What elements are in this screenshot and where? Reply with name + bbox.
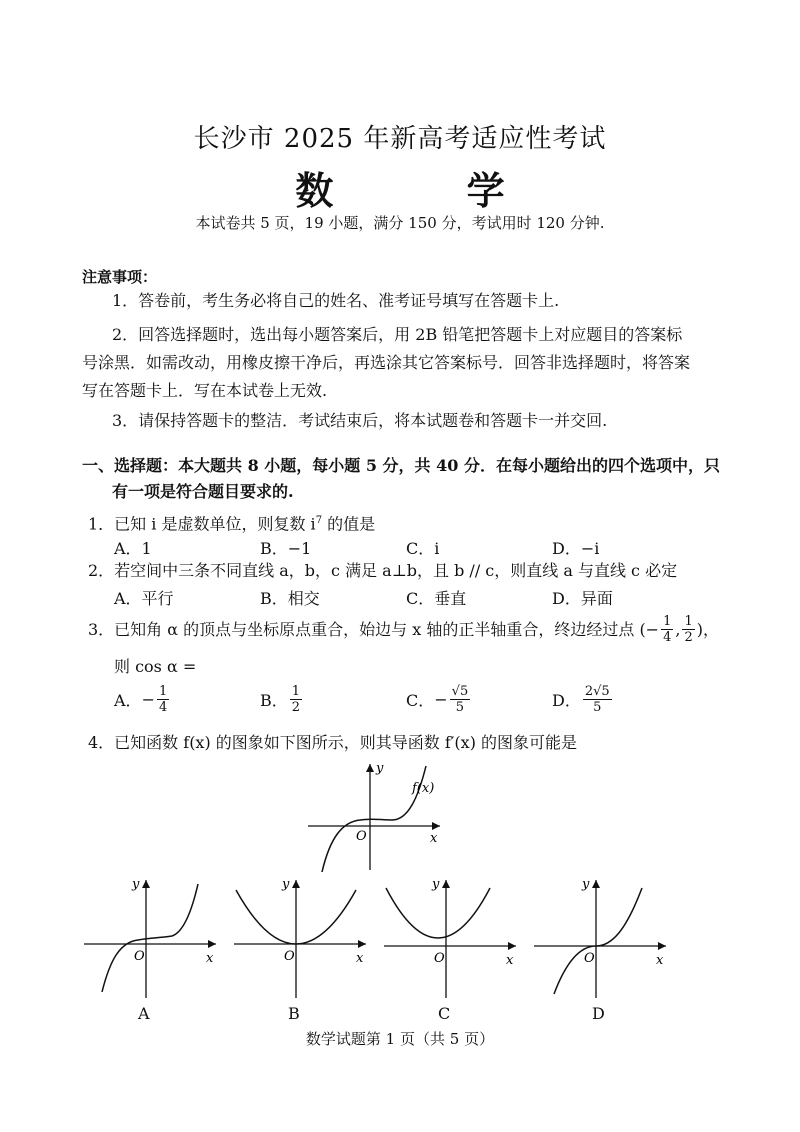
origin-label: O: [134, 949, 145, 964]
option-graph-d[interactable]: [530, 874, 670, 1004]
q2-option-c[interactable]: C．垂直: [406, 589, 467, 608]
q1-exponent: 7: [315, 515, 323, 526]
y-label: y: [582, 877, 590, 892]
option-graph-b[interactable]: [230, 874, 370, 1004]
question-3: 3．已知角 α 的顶点与坐标原点重合，始边与 x 轴的正半轴重合，终边经过点 (− $\frac{1}{4}$ , $\frac{1}{2}$ )，: [88, 614, 719, 645]
q1-option-a[interactable]: A．1: [114, 539, 152, 558]
y-label: y: [432, 877, 440, 892]
q1-option-c[interactable]: C．i: [406, 539, 440, 558]
x-label: x: [430, 831, 438, 846]
graph-c-curve: [386, 888, 490, 938]
notice-item-2-cont: 号涂黑．如需改动，用橡皮擦干净后，再选涂其它答案标号．回答非选择题时，将答案: [82, 353, 691, 372]
q1-option-d[interactable]: D．−i: [552, 539, 600, 558]
exam-info: 本试卷共 5 页，19 小题，满分 150 分，考试用时 120 分钟.: [195, 214, 605, 232]
question-1: [88, 510, 375, 535]
y-axis-arrow: [292, 880, 300, 888]
exam-title: 长沙市 2025 年新高考适应性考试: [193, 124, 607, 154]
subject-title: 数 学: [295, 168, 565, 213]
notice-item-2-end: 写在答题卡上．写在本试卷上无效.: [82, 381, 328, 400]
notice-item-1: 1．答卷前，考生务必将自己的姓名、准考证号填写在答题卡上.: [112, 291, 560, 310]
x-axis-arrow: [208, 940, 216, 948]
q3-option-a[interactable]: A． − $\frac{1}{4}$: [114, 684, 168, 715]
q2-option-a[interactable]: A．平行: [114, 589, 174, 608]
y-axis-arrow: [442, 880, 450, 888]
option-graph-a[interactable]: [80, 874, 220, 1004]
y-label: y: [376, 761, 384, 776]
notice-item-2: 2．回答选择题时，选出每小题答案后，用 2B 铅笔把答题卡上对应题目的答案标: [112, 325, 683, 344]
x-axis-arrow: [658, 942, 666, 950]
q1-text-a: 1．已知 i 是虚数单位，则复数 i: [88, 514, 316, 534]
x-label: x: [656, 953, 664, 968]
notice-item-3: 3．请保持答题卡的整洁．考试结束后，将本试题卷和答题卡一并交回.: [112, 411, 608, 430]
graph-label-d[interactable]: D: [592, 1004, 605, 1023]
origin-label: O: [434, 951, 445, 966]
y-label: y: [282, 877, 290, 892]
x-label: x: [206, 951, 214, 966]
graph-label-b[interactable]: B: [288, 1004, 300, 1023]
graph-label-c[interactable]: C: [438, 1004, 451, 1023]
q3-line2: 则 cos α =: [114, 657, 197, 676]
q3-text: 3．已知角 α 的顶点与坐标原点重合，始边与 x 轴的正半轴重合，终边经过点 (−: [88, 619, 660, 639]
graph-a-curve: [102, 884, 198, 992]
origin-label: O: [584, 951, 595, 966]
q1-text-b: 的值是: [322, 514, 376, 534]
main-function-graph: [300, 758, 450, 876]
graph-label-a[interactable]: A: [138, 1004, 150, 1023]
x-axis-arrow: [432, 822, 440, 830]
q3-option-d[interactable]: D． $\frac{2√5}{5}$: [552, 684, 610, 715]
q3-option-c[interactable]: C． − $\frac{√5}{5}$: [406, 684, 469, 715]
y-axis-arrow: [366, 764, 374, 772]
q2-option-b[interactable]: B．相交: [260, 589, 320, 608]
origin-label: O: [284, 949, 295, 964]
y-axis-arrow: [142, 880, 150, 888]
x-axis-arrow: [508, 942, 516, 950]
question-2: 2．若空间中三条不同直线 a，b，c 满足 a⊥b，且 b // c，则直线 a 与直线 c 必定: [88, 561, 678, 580]
x-label: x: [356, 951, 364, 966]
curve-label: f(x): [412, 781, 435, 796]
q3-text-end: )，: [696, 619, 719, 639]
section-heading-cont: 有一项是符合题目要求的.: [112, 482, 294, 501]
origin-label: O: [356, 829, 367, 844]
q3-point-frac-2: $\frac{1}{2}$: [684, 614, 693, 645]
page-footer: 数学试题第 1 页（共 5 页）: [305, 1030, 495, 1048]
q2-option-d[interactable]: D．异面: [552, 589, 613, 608]
q3-point-frac-1: $\frac{1}{4}$: [663, 614, 672, 645]
q3-option-b[interactable]: B． $\frac{1}{2}$: [260, 684, 301, 715]
notice-heading: 注意事项：: [82, 268, 158, 286]
x-axis-arrow: [358, 940, 366, 948]
option-graph-c[interactable]: [380, 874, 520, 1004]
graph-d-curve: [554, 888, 642, 994]
q1-option-b[interactable]: B．−1: [260, 539, 312, 558]
x-label: x: [506, 953, 514, 968]
y-label: y: [132, 877, 140, 892]
y-axis-arrow: [592, 880, 600, 888]
fx-curve: [322, 766, 426, 872]
section-heading: 一、选择题：本大题共 8 小题，每小题 5 分，共 40 分．在每小题给出的四个选项中，只: [82, 456, 720, 475]
question-4: 4．已知函数 f(x) 的图象如下图所示，则其导函数 f′(x) 的图象可能是: [88, 733, 578, 752]
